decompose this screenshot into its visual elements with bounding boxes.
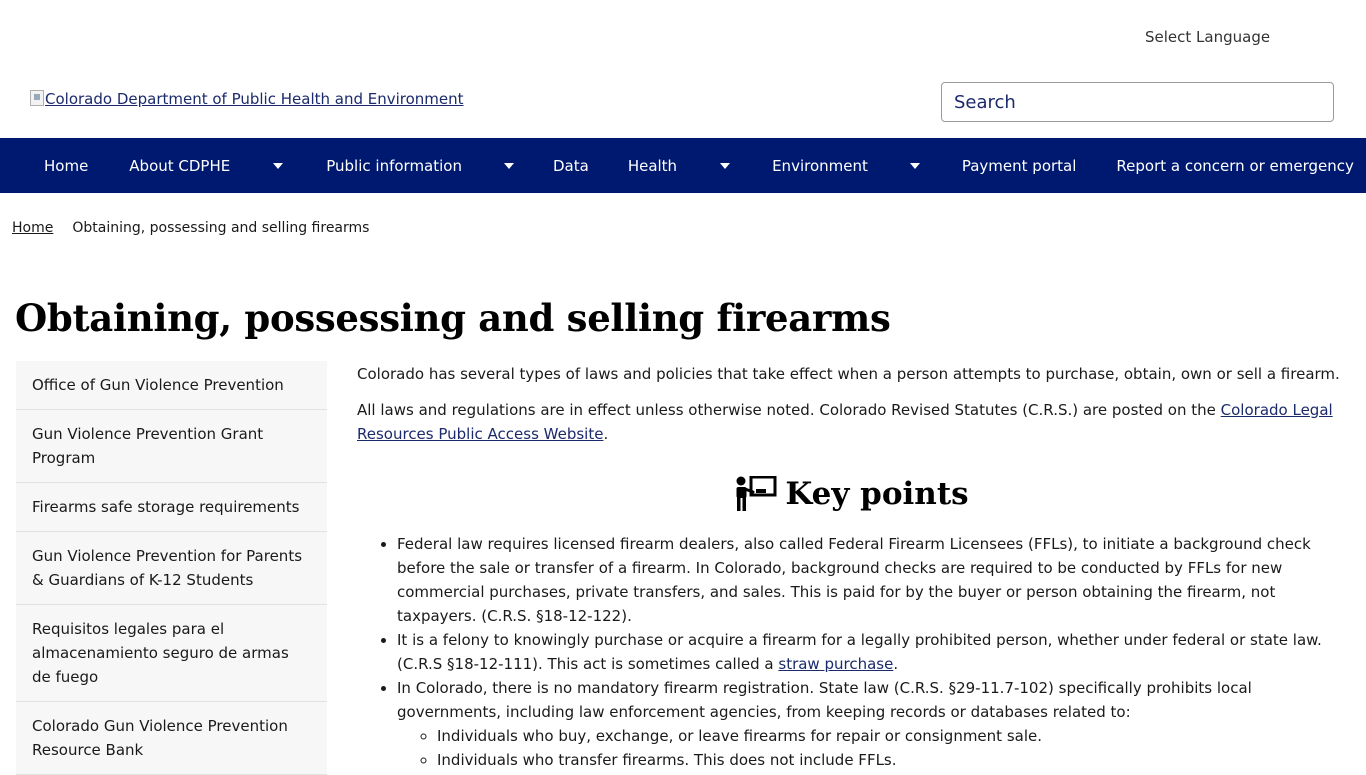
breadcrumb-home[interactable]: Home <box>12 220 54 236</box>
sidebar-nav <box>16 361 327 775</box>
chevron-down-icon[interactable] <box>273 163 283 169</box>
nav-home[interactable]: Home <box>44 156 89 175</box>
colorado-legal-resources-link[interactable]: Colorado Legal Resources Public Access Website <box>357 401 1333 443</box>
bullet-end: . <box>893 655 899 673</box>
sidebar-item-parents-guardians[interactable]: Gun Violence Prevention for Parents & Guardians of K-12 Students <box>16 532 327 605</box>
laws-paragraph <box>357 398 1347 446</box>
bullet-text: It is a felony to knowingly purchase or acquire a firearm for a legally prohibited person, whether under federal or state law. (C.R.S §18-12-111). This act is sometimes called a <box>397 631 1322 673</box>
nav-health[interactable]: Health <box>627 156 678 175</box>
sub-list <box>397 724 1347 772</box>
sidebar-item-office-gun-violence[interactable]: Office of Gun Violence Prevention <box>16 361 327 410</box>
key-points-header <box>357 476 1347 512</box>
sidebar-item-resource-bank[interactable]: Colorado Gun Violence Prevention Resource Bank <box>16 702 327 775</box>
main-content <box>357 362 1347 772</box>
key-points-heading: Key points <box>785 476 969 512</box>
nav-about-cdphe[interactable]: About CDPHE <box>129 156 231 175</box>
breadcrumb-current: Obtaining, possessing and selling firearms <box>72 220 370 236</box>
sub-list-item: ◦ Individuals who buy, exchange, or leave firearms for repair or consignment sale. <box>437 724 1347 748</box>
presenter-icon <box>735 476 777 512</box>
laws-text: All laws and regulations are in effect unless otherwise noted. Colorado Revised Statutes (C.R.S.) are posted on the <box>357 401 1221 419</box>
nav-environment[interactable]: Environment <box>772 156 868 175</box>
intro-paragraph: Colorado has several types of laws and policies that take effect when a person attempts to purchase, obtain, own or sell a firearm. <box>357 365 1340 383</box>
chevron-down-icon[interactable] <box>910 163 920 169</box>
nav-public-information[interactable]: Public information <box>326 156 462 175</box>
list-item <box>397 676 1347 772</box>
select-language[interactable]: Select Language <box>1145 28 1271 46</box>
nav-report-concern[interactable]: Report a concern or emergency <box>1116 156 1354 175</box>
sidebar-item-safe-storage[interactable]: Firearms safe storage requirements <box>16 483 327 532</box>
page-title: Obtaining, possessing and selling firearms <box>15 296 891 340</box>
sub-list-item: ◦ Individuals who transfer firearms. This does not include FFLs. <box>437 748 1347 772</box>
nav-data[interactable]: Data <box>552 156 589 175</box>
cdphe-logo[interactable] <box>30 90 464 108</box>
list-item: • Federal law requires licensed firearm dealers, also called Federal Firearm Licensees (FFLs), to initiate a background check before the sale or transfer of a firearm. In Colorado, background checks are required to be conducted by FFLs for new commercial purchases, private transfers, and sales. This is paid for by the buyer or person obtaining the firearm, not taxpayers. (C.R.S. §18-12-122). <box>397 532 1347 628</box>
sidebar-item-requisitos-legales[interactable]: Requisitos legales para el almacenamiento seguro de armas de fuego <box>16 605 327 702</box>
key-points-list <box>357 532 1347 772</box>
logo-link[interactable]: Colorado Department of Public Health and Environment <box>45 90 464 108</box>
bullet-text: In Colorado, there is no mandatory firearm registration. State law (C.R.S. §29-11.7-102) specifically prohibits local governments, including law enforcement agencies, from keeping records or databases related to: <box>397 679 1252 721</box>
breadcrumb <box>12 220 369 236</box>
broken-image-icon <box>30 90 44 106</box>
laws-end: . <box>603 425 609 443</box>
list-item <box>397 628 1347 676</box>
sidebar-item-grant-program[interactable]: Gun Violence Prevention Grant Program <box>16 410 327 483</box>
chevron-down-icon[interactable] <box>720 163 730 169</box>
main-navigation <box>0 138 1366 193</box>
straw-purchase-link[interactable]: straw purchase <box>778 655 894 673</box>
nav-payment-portal[interactable]: Payment portal <box>961 156 1077 175</box>
chevron-down-icon[interactable] <box>504 163 514 169</box>
search-input[interactable] <box>941 82 1334 122</box>
